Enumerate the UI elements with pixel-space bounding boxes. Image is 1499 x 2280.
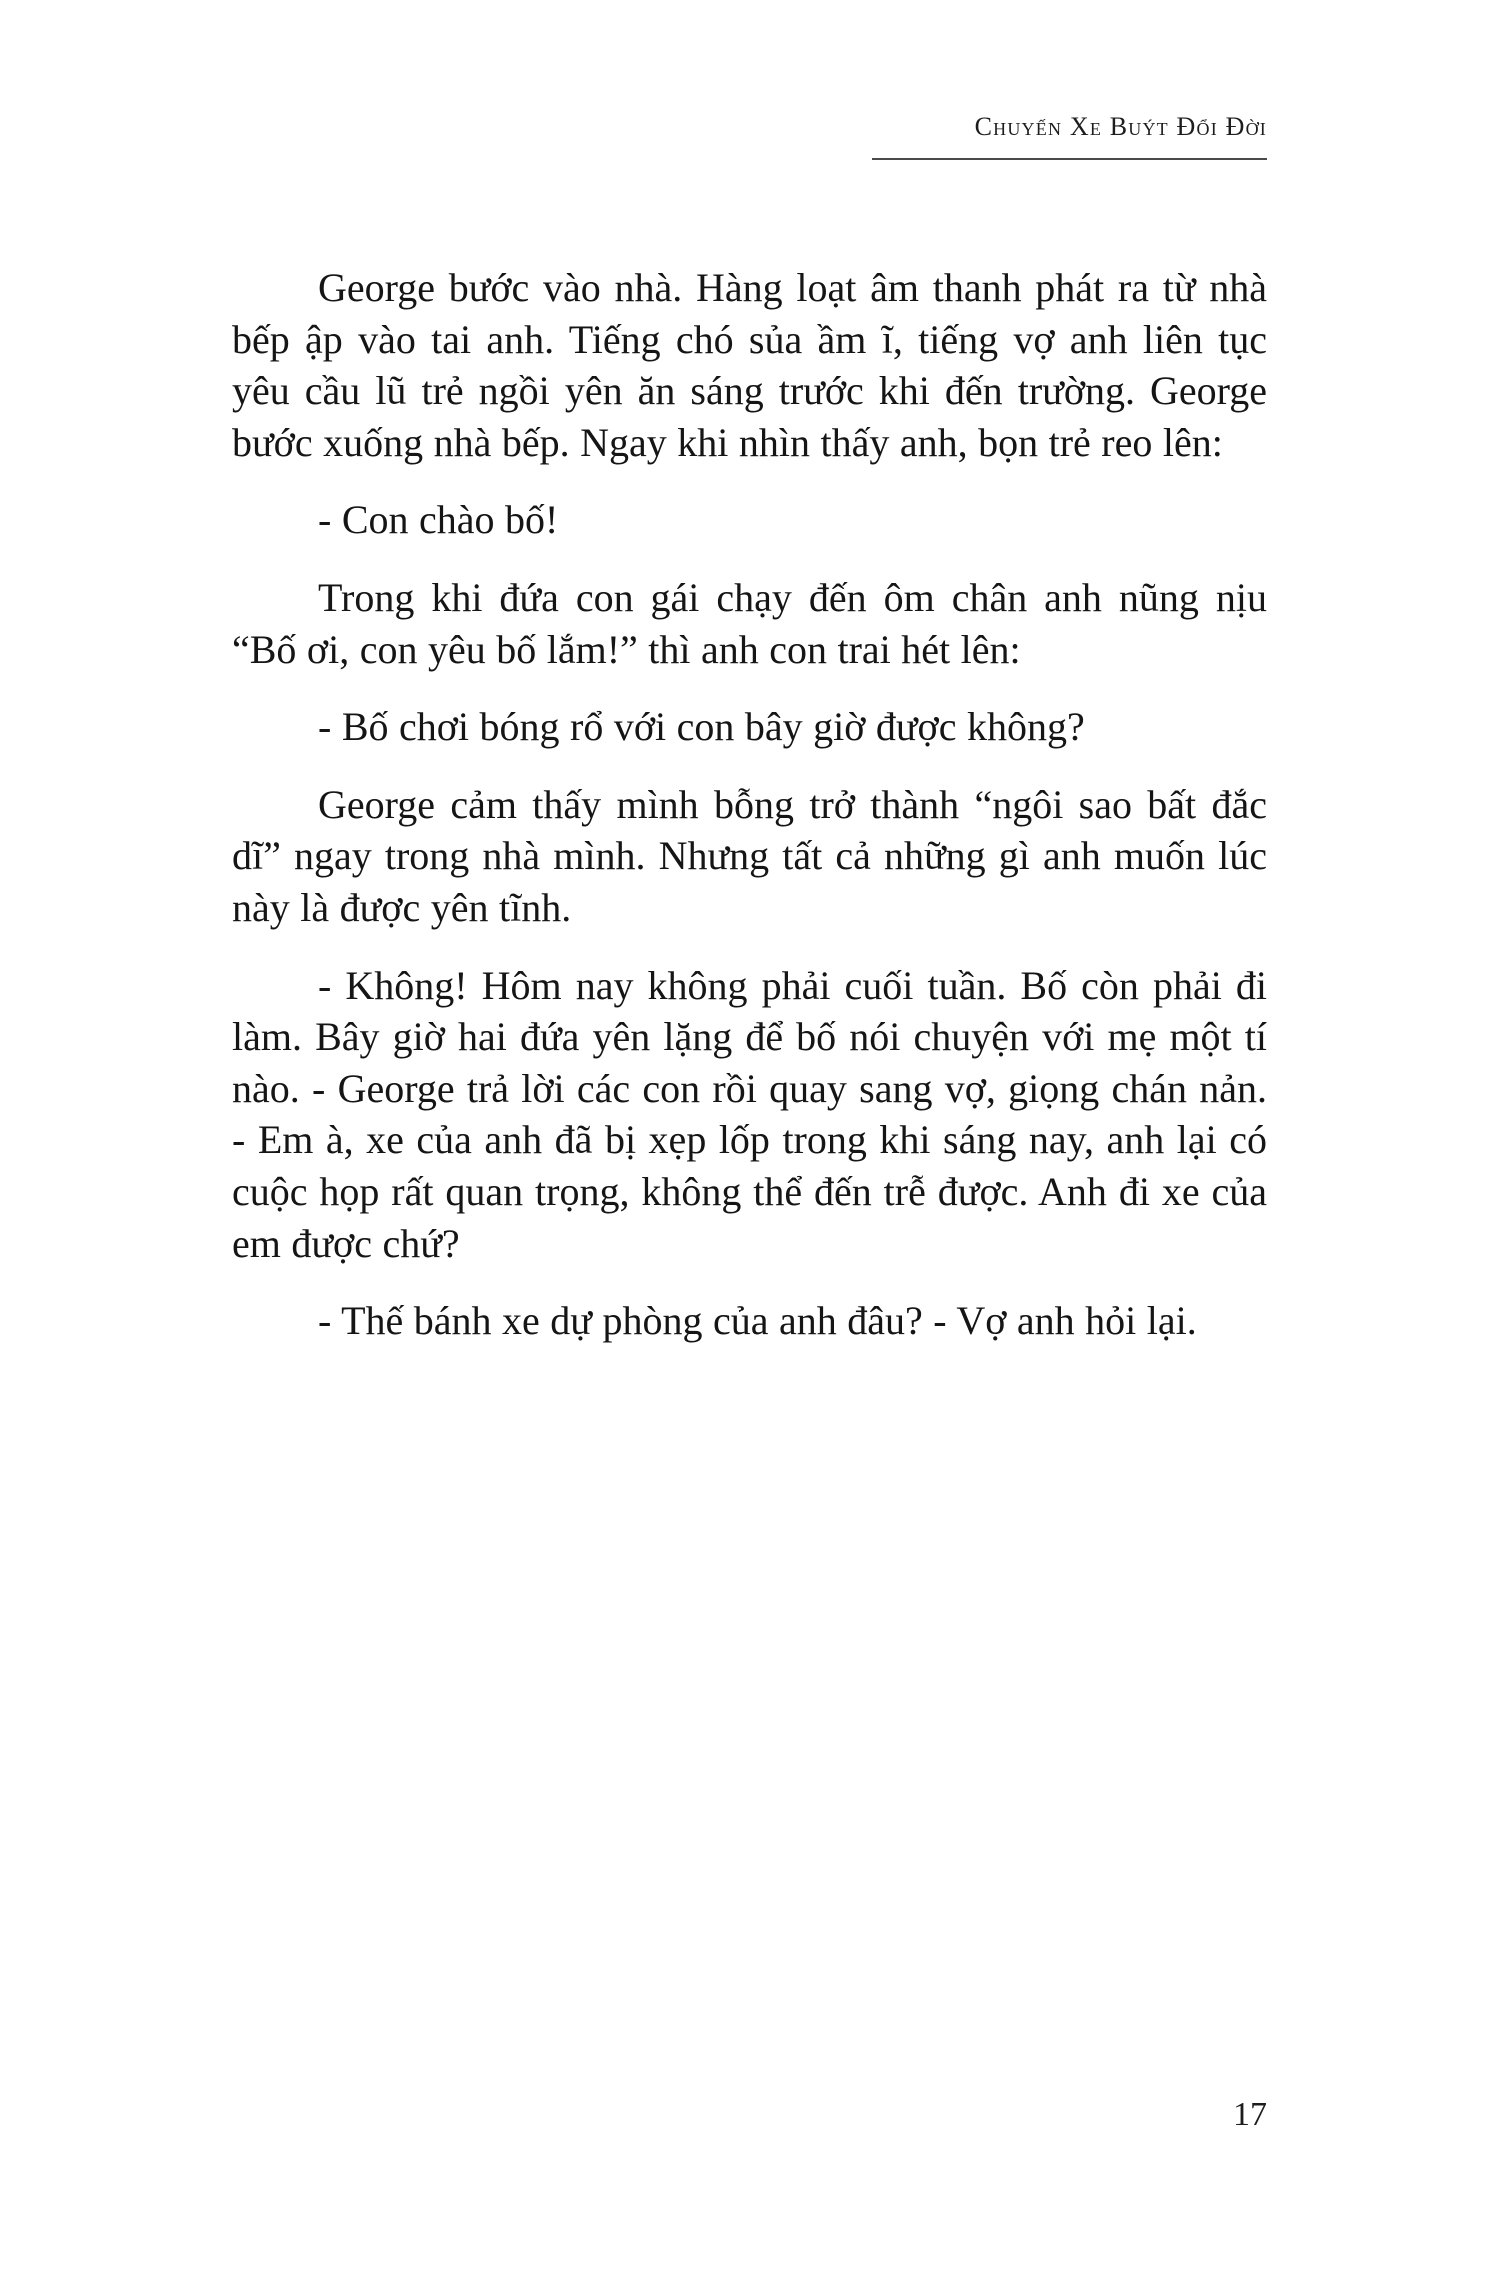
running-head xyxy=(232,112,1267,172)
paragraph: - Bố chơi bóng rổ với con bây giờ được không? xyxy=(318,704,1085,750)
paragraph: George cảm thấy mình bỗng trở thành “ngôi sao bất đắc dĩ” ngay trong nhà mình. Nhưng tất cả những gì anh muốn lúc này là được yên tĩnh. xyxy=(232,781,1267,930)
paragraph: - Không! Hôm nay không phải cuối tuần. Bố còn phải đi làm. Bây giờ hai đứa yên lặng để bố nói chuyện với mẹ một tí nào. - George trả lời các con rồi quay sang vợ, giọng chán nản. - Em à, xe của anh đã bị xẹp lốp trong khi sáng nay, anh lại có cuộc họp rất quan trọng, không thể đến trễ được. Anh đi xe của em được chứ? xyxy=(232,962,1267,1266)
paragraph: Trong khi đứa con gái chạy đến ôm chân anh nũng nịu “Bố ơi, con yêu bố lắm!” thì anh con trai hét lên: xyxy=(232,574,1267,672)
paragraph: - Con chào bố! xyxy=(318,497,559,543)
book-title: Chuyến Xe Buýt Đổi Đời xyxy=(974,112,1267,141)
header-divider xyxy=(872,158,1267,160)
page-body xyxy=(232,262,1267,1347)
page-number: 17 xyxy=(1233,2096,1267,2133)
paragraph: George bước vào nhà. Hàng loạt âm thanh phát ra từ nhà bếp ập vào tai anh. Tiếng chó sủa ầm ĩ, tiếng vợ anh liên tục yêu cầu lũ trẻ ngồi yên ăn sáng trước khi đến trường. George bước xuống nhà bếp. Ngay khi nhìn thấy anh, bọn trẻ reo lên: xyxy=(232,265,1267,465)
paragraph: - Thế bánh xe dự phòng của anh đâu? - Vợ anh hỏi lại. xyxy=(318,1298,1197,1344)
